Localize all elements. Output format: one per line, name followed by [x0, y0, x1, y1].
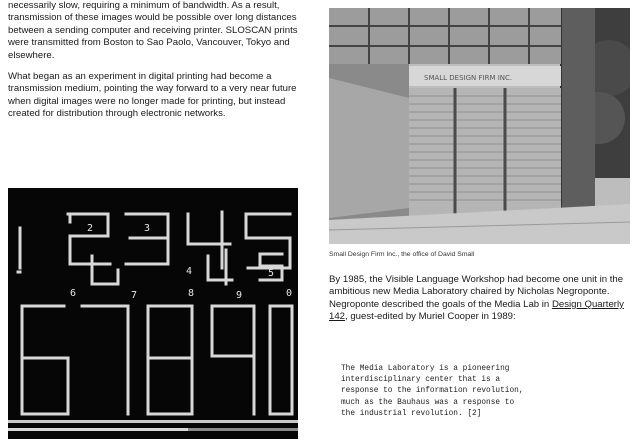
body-paragraph-3 [329, 274, 629, 324]
block-quote: The Media Laboratory is a pioneering interdisciplinary center that is a response to the information revolution, much as the Bauhaus was a response to the industrial revolution. [2] [341, 365, 524, 418]
body-paragraph-2: What began as an experiment in digital printing had become a transmission medium, pointing the way forward to a very near future when digital images were no longer made for printing, but instead created for distribution through electronic networks. [8, 71, 297, 120]
photo-digit-5: 5 [268, 268, 275, 279]
sloscan-digits-photo [8, 188, 298, 439]
office-building-photo [329, 8, 630, 244]
photo-digit-7: 7 [131, 290, 138, 301]
photo-digit-4: 4 [186, 266, 193, 277]
photo-digit-2: 2 [87, 223, 94, 234]
building-sign-text: SMALL DESIGN FIRM INC. [424, 74, 513, 82]
photo-digit-0: 0 [286, 288, 293, 299]
body-paragraph-1: necessarily slow, requiring a minimum of bandwidth. As a result, transmission of these images would be possible over long distances between a sending computer and receiving printer. SLOSCAN prints were transmitted from Boston to Sao Paolo, Vancouver, Tokyo and elsewhere. [8, 0, 298, 61]
paragraph-text-after-link: , guest-edited by Muriel Cooper in 1989: [345, 311, 516, 323]
photo-digit-9: 9 [236, 290, 243, 301]
photo-digit-8: 8 [188, 288, 195, 299]
left-column [8, 0, 298, 301]
photo-digit-3: 3 [144, 223, 151, 234]
office-building-image [329, 8, 630, 244]
photo-digit-6: 6 [70, 288, 77, 299]
paragraph-text-before-link: By 1985, the Visible Language Workshop had become one unit in the ambitious new Media Laboratory chaired by Nicholas Negroponte. Negroponte described the goals of the Media Lab in [329, 274, 624, 310]
design-quarterly-link[interactable]: Design Quarterly 142 [329, 298, 624, 323]
sloscan-digits-image [8, 188, 298, 439]
photo-caption: Small Design Firm Inc., the office of David Small [329, 251, 475, 258]
